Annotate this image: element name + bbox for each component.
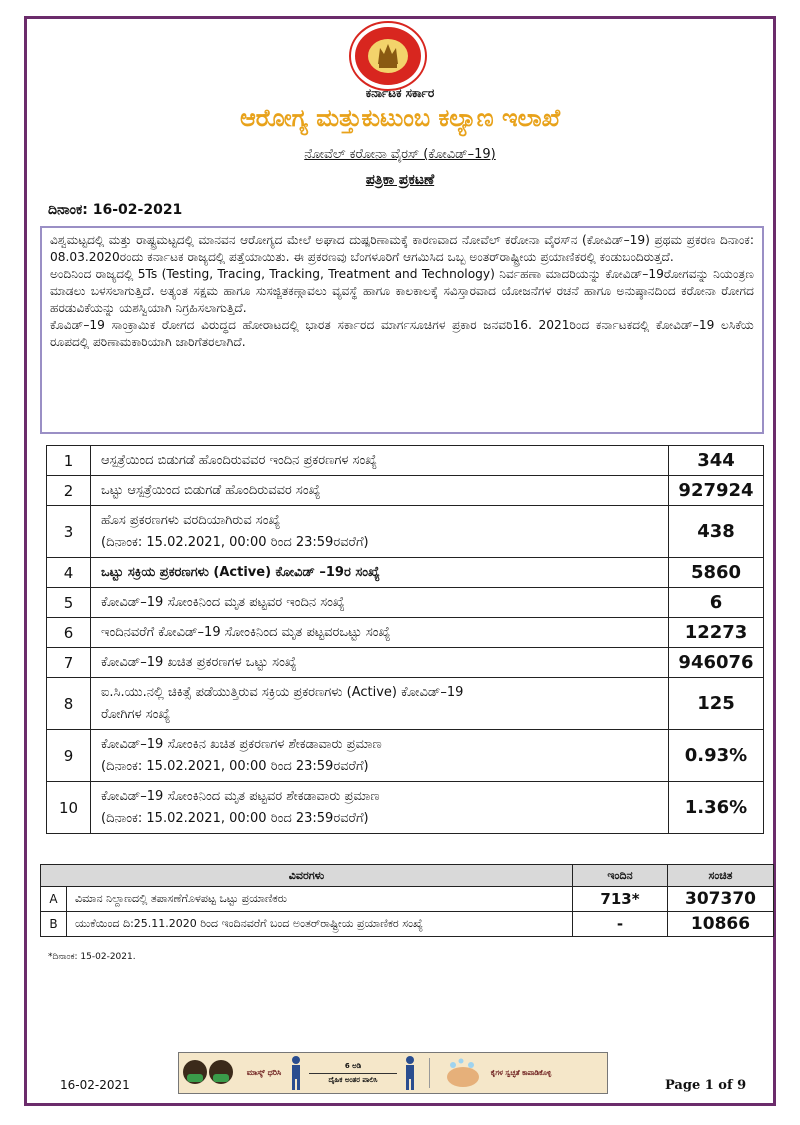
person-icon bbox=[289, 1055, 303, 1091]
stats-table bbox=[46, 445, 764, 834]
page-number: Page 1 of 9 bbox=[665, 1078, 747, 1093]
table-row bbox=[47, 506, 764, 558]
travel-row-description: ಯುಕೆಯಿಂದ ದಿ:25.11.2020 ರಿಂದ ಇಂದಿನವರೆಗೆ ಬಂದ ಅಂತರ್‌ರಾಷ್ಟ್ರೀಯ ಪ್ರಯಾಣಿಕರ ಸಂಖ್ಯೆ bbox=[67, 912, 573, 937]
row-description bbox=[91, 476, 669, 506]
row-description bbox=[91, 648, 669, 678]
table-row bbox=[47, 782, 764, 834]
person-icon bbox=[403, 1055, 417, 1091]
press-release-heading: ಪತ್ರಿಕಾ ಪ್ರಕಟಣೆ bbox=[365, 172, 435, 188]
row-description-line1: ಕೋವಿಡ್–19 ಖಚಿತ ಪ್ರಕರಣಗಳ ಒಟ್ಟು ಸಂಖ್ಯೆ bbox=[101, 654, 297, 670]
row-number: 4 bbox=[47, 558, 91, 588]
row-description-line2: (ದಿನಾಂಕ: 15.02.2021, 00:00 ರಿಂದ 23:59ರವರೆಗೆ) bbox=[101, 534, 369, 550]
row-description bbox=[91, 558, 669, 588]
travel-header-cumulative: ಸಂಚಿತ bbox=[668, 865, 774, 887]
table-row bbox=[47, 678, 764, 730]
travel-row-letter: B bbox=[41, 912, 67, 937]
table-row bbox=[47, 588, 764, 618]
row-number: 8 bbox=[47, 678, 91, 730]
row-value: 125 bbox=[669, 678, 764, 730]
row-description bbox=[91, 782, 669, 834]
footnote: *ದಿನಾಂಕ: 15-02-2021. bbox=[48, 952, 136, 962]
distance-label: ದೈಹಿಕ ಅಂತರ ಪಾಲಿಸಿ bbox=[328, 1075, 378, 1084]
row-description bbox=[91, 730, 669, 782]
travel-table bbox=[40, 864, 774, 937]
row-description bbox=[91, 446, 669, 476]
distance-block bbox=[303, 1061, 403, 1086]
row-description bbox=[91, 678, 669, 730]
travel-row-description: ವಿಮಾನ ನಿಲ್ದಾಣದಲ್ಲಿ ತಪಾಸಣೆಗೊಳಪಟ್ಟ ಒಟ್ಟು ಪ್ರಯಾಣಿಕರು bbox=[67, 887, 573, 912]
row-number: 10 bbox=[47, 782, 91, 834]
row-description-line1: ಹೊಸ ಪ್ರಕರಣಗಳು ವರದಿಯಾಗಿರುವ ಸಂಖ್ಯೆ bbox=[101, 512, 281, 528]
intro-paragraph-3: ಕೊವಿಡ್–19 ಸಾಂಕ್ರಾಮಿಕ ರೋಗದ ವಿರುದ್ಧದ ಹೋರಾಟದಲ್ಲಿ ಭಾರತ ಸರ್ಕಾರದ ಮಾರ್ಗಸೂಚಿಗಳ ಪ್ರಕಾರ ಜನವರಿ16. 2021ರಿಂದ ಕರ್ನಾಟಕದಲ್ಲಿ ಕೋವಿಡ್–19 ಲಸಿಕೆಯ ರೂಪದಲ್ಲಿ ಪರಿಣಾಮಕಾರಿಯಾಗಿ ಜಾರಿಗೆತರಲಾಗಿದೆ. bbox=[50, 318, 754, 349]
row-description-line1: ಕೋವಿಡ್–19 ಸೋಂಕಿನ ಖಚಿತ ಪ್ರಕರಣಗಳ ಶೇಕಡಾವಾರು ಪ್ರಮಾಣ bbox=[101, 736, 382, 752]
table-row bbox=[47, 730, 764, 782]
intro-paragraph-1: ವಿಶ್ವಮಟ್ಟದಲ್ಲಿ ಮತ್ತು ರಾಷ್ಟ್ರಮಟ್ಟದಲ್ಲಿ ಮಾನವನ ಆರೋಗ್ಯದ ಮೇಲೆ ಅಘಾದ ದುಷ್ಪರಿಣಾಮಕ್ಕೆ ಕಾರಣವಾದ ನೋವೆಲ್ ಕರೋನಾ ವೈರಸ್‌ನ (ಕೋವಿಡ್–19) ಪ್ರಥಮ ಪ್ರಕರಣ ದಿನಾಂಕ: 08.03.2020ರಂದು ಕರ್ನಾಟಕ ರಾಜ್ಯದಲ್ಲಿ ಪತ್ತೆಯಾಯಿತು. ಈ ಪ್ರಕರಣವು ಬೆಂಗಳೂರಿಗೆ ಆಗಮಿಸಿದ ಒಬ್ಬ ಅಂತರ್‌ರಾಷ್ಟ್ರೀಯ ಪ್ರಯಾಣಿಕರಲ್ಲಿ ಕಂಡುಬಂದಿರುತ್ತದೆ. bbox=[50, 233, 754, 264]
distance-top-label: 6 ಅಡಿ bbox=[344, 1061, 362, 1070]
row-description-line2: ರೋಗಿಗಳ ಸಂಖ್ಯೆ bbox=[101, 706, 171, 722]
row-number: 2 bbox=[47, 476, 91, 506]
table-row bbox=[47, 618, 764, 648]
travel-row-cumulative: 307370 bbox=[668, 887, 774, 912]
row-description-line2: (ದಿನಾಂಕ: 15.02.2021, 00:00 ರಿಂದ 23:59ರವರೆಗೆ) bbox=[101, 810, 369, 826]
row-description-line1: ಒಟ್ಟು ಆಸ್ಪತ್ರೆಯಿಂದ ಬಿಡುಗಡೆ ಹೊಂದಿರುವವರ ಸಂಖ್ಯೆ bbox=[101, 482, 321, 498]
karnataka-emblem-icon bbox=[348, 20, 428, 92]
travel-row bbox=[41, 887, 774, 912]
row-value: 1.36% bbox=[669, 782, 764, 834]
travel-row-today: - bbox=[573, 912, 668, 937]
row-number: 9 bbox=[47, 730, 91, 782]
travel-row-letter: A bbox=[41, 887, 67, 912]
row-description-line1: ಒಟ್ಟು ಸಕ್ರಿಯ ಪ್ರಕರಣಗಳು (Active) ಕೋವಿಡ್ –19ರ ಸಂಖ್ಯೆ bbox=[101, 564, 380, 580]
govt-label: ಕರ್ನಾಟಕ ಸರ್ಕಾರ bbox=[365, 86, 435, 100]
row-number: 3 bbox=[47, 506, 91, 558]
row-value: 946076 bbox=[669, 648, 764, 678]
intro-box bbox=[40, 226, 764, 434]
row-value: 927924 bbox=[669, 476, 764, 506]
travel-row-cumulative: 10866 bbox=[668, 912, 774, 937]
row-number: 7 bbox=[47, 648, 91, 678]
row-description-line1: ಐ.ಸಿ.ಯು.ನಲ್ಲಿ ಚಿಕಿತ್ಸೆ ಪಡೆಯುತ್ತಿರುವ ಸಕ್ರಿಯ ಪ್ರಕರಣಗಳು (Active) ಕೋವಿಡ್–19 bbox=[101, 684, 464, 700]
row-description-line1: ಇಂದಿನವರೆಗೆ ಕೋವಿಡ್–19 ಸೋಂಕಿನಿಂದ ಮೃತ ಪಟ್ಟವರಒಟ್ಟು ಸಂಖ್ಯೆ bbox=[101, 624, 391, 640]
hand-wash-label: ಕೈಗಳ ಸ್ವಚ್ಛತೆ ಕಾಪಾಡಿಕೊಳ್ಳಿ bbox=[490, 1069, 552, 1077]
row-value: 6 bbox=[669, 588, 764, 618]
divider bbox=[429, 1058, 439, 1088]
row-value: 344 bbox=[669, 446, 764, 476]
row-description-line2: (ದಿನಾಂಕ: 15.02.2021, 00:00 ರಿಂದ 23:59ರವರೆಗೆ) bbox=[101, 758, 369, 774]
row-number: 6 bbox=[47, 618, 91, 648]
row-value: 0.93% bbox=[669, 730, 764, 782]
footer-date: 16-02-2021 bbox=[60, 1078, 130, 1092]
travel-row bbox=[41, 912, 774, 937]
table-row bbox=[47, 648, 764, 678]
release-date: ದಿನಾಂಕ: 16-02-2021 bbox=[48, 202, 183, 218]
row-value: 438 bbox=[669, 506, 764, 558]
department-title: ಆರೋಗ್ಯ ಮತ್ತುಕುಟುಂಬ ಕಲ್ಯಾಣ ಇಲಾಖೆ bbox=[239, 104, 561, 132]
intro-paragraph-2: ಅಂದಿನಿಂದ ರಾಜ್ಯದಲ್ಲಿ 5Ts (Testing, Tracing, Tracking, Treatment and Technology) ನಿರ್ವಹಣಾ ಮಾದರಿಯನ್ನು ಕೋವಿಡ್–19ರೋಗವನ್ನು ನಿಯಂತ್ರಣ ಮಾಡಲು ಬಳಸಲಾಗುತ್ತಿದೆ. ಅತ್ಯಂತ ಸಕ್ಷಮ ಹಾಗೂ ಸುಸಜ್ಜಿತಕಣ್ಗಾವಲು ವ್ಯವಸ್ಥೆ ಹಾಗೂ ಕಾಲಕಾಲಕ್ಕೆ ಸವಿಸ್ತಾರವಾದ ಯೋಜನೆಗಳ ರಚನೆ ಹಾಗೂ ಅನುಷ್ಠಾನದಿಂದ ಕರೋನಾ ರೋಗದ ಹರಡುವಿಕೆಯನ್ನು ಯಶಸ್ವಿಯಾಗಿ ನಿಗ್ರಹಿಸಲಾಗುತ್ತಿದೆ. bbox=[50, 267, 754, 315]
row-value: 12273 bbox=[669, 618, 764, 648]
travel-header-today: ಇಂದಿನ bbox=[573, 865, 668, 887]
row-description bbox=[91, 588, 669, 618]
subtitle: ನೋವೆಲ್ ಕರೋನಾ ವೈರಸ್ (ಕೋವಿಡ್–19) bbox=[304, 147, 496, 162]
row-number: 1 bbox=[47, 446, 91, 476]
row-number: 5 bbox=[47, 588, 91, 618]
row-description-line1: ಕೋವಿಡ್–19 ಸೋಂಕಿನಿಂದ ಮೃತ ಪಟ್ಟವರ ಇಂದಿನ ಸಂಖ್ಯೆ bbox=[101, 594, 345, 610]
safety-banner bbox=[178, 1052, 608, 1094]
hand-wash-icon bbox=[439, 1055, 489, 1091]
row-description-line1: ಕೋವಿಡ್–19 ಸೋಂಕಿನಿಂದ ಮೃತ ಪಟ್ಟವರ ಶೇಕಡಾವಾರು ಪ್ರಮಾಣ bbox=[101, 788, 380, 804]
row-description bbox=[91, 506, 669, 558]
row-description-line1: ಆಸ್ಪತ್ರೆಯಿಂದ ಬಿಡುಗಡೆ ಹೊಂದಿರುವವರ ಇಂದಿನ ಪ್ರಕರಣಗಳ ಸಂಖ್ಯೆ bbox=[101, 452, 377, 468]
travel-row-today: 713* bbox=[573, 887, 668, 912]
table-row bbox=[47, 446, 764, 476]
travel-header-details: ವಿವರಗಳು bbox=[41, 865, 573, 887]
distance-arrow bbox=[309, 1073, 397, 1074]
row-description bbox=[91, 618, 669, 648]
table-row bbox=[47, 558, 764, 588]
row-value: 5860 bbox=[669, 558, 764, 588]
table-row bbox=[47, 476, 764, 506]
mask-label: ಮಾಸ್ಕ್ ಧರಿಸಿ bbox=[246, 1068, 282, 1077]
masked-faces-icon bbox=[179, 1054, 239, 1092]
